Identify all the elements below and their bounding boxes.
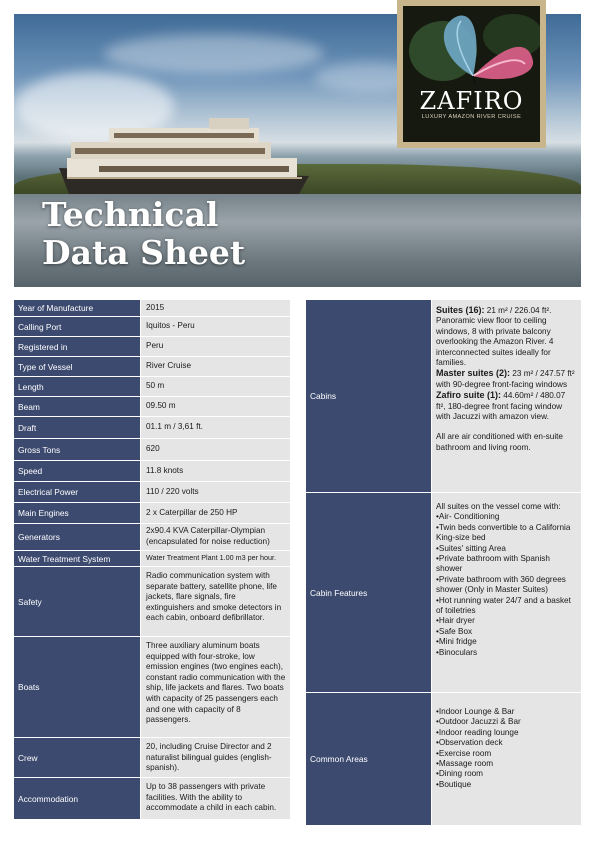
row-label: Common Areas: [306, 693, 432, 825]
row-label: Electrical Power: [14, 482, 141, 502]
common-areas-list: [432, 693, 581, 825]
table-row: [14, 317, 290, 337]
row-value: 2x90.4 KVA Caterpillar-Olympian (encapsulated for noise reduction): [141, 524, 290, 550]
row-label: Generators: [14, 524, 141, 550]
cloud: [104, 34, 324, 74]
table-row: [14, 551, 290, 567]
table-row: [14, 482, 290, 503]
table-row-common-areas: [306, 693, 581, 826]
table-row: [14, 778, 290, 820]
list-item: •Dining room: [436, 769, 484, 779]
title-line-2: Data Sheet: [42, 233, 246, 272]
table-row: [14, 300, 290, 317]
row-value: 11.8 knots: [141, 461, 290, 481]
master-suites-title: Master suites (2):: [436, 368, 511, 379]
row-label: Boats: [14, 637, 141, 737]
list-item: •Massage room: [436, 759, 494, 769]
cabin-features-intro: All suites on the vessel come with:: [436, 502, 561, 511]
row-value: Up to 38 passengers with private facilities. With the ability to accommodate a child in each cabin.: [141, 778, 290, 819]
list-item: •Hair dryer: [436, 616, 475, 626]
master-suites-text: Master suites (2): 23 m² / 247.57 ft² with 90-degree front-facing windows: [436, 368, 575, 389]
list-item: •Mini fridge: [436, 637, 477, 647]
butterfly-icon: [403, 6, 540, 142]
zafiro-suite-text: Zafiro suite (1): 44.60m² / 480.07 ft², 180-degree front facing window with Jacuzzi with amazon view.: [436, 390, 566, 422]
row-label: Water Treatment System: [14, 551, 141, 566]
row-label: Year of Manufacture: [14, 300, 141, 316]
table-row: [14, 377, 290, 397]
table-row: [14, 738, 290, 778]
table-row: [14, 417, 290, 439]
list-item: •Private bathroom with Spanish shower: [436, 554, 550, 574]
row-value: 620: [141, 439, 290, 460]
accommodation-table: [306, 300, 581, 826]
table-row: [14, 567, 290, 637]
list-item: •Hot running water 24/7 and a basket of toiletries: [436, 595, 571, 616]
list-item: •Indoor Lounge & Bar: [436, 707, 515, 716]
row-label: Calling Port: [14, 317, 141, 336]
row-value: 09.50 m: [141, 397, 290, 416]
list-item: •Air- Conditioning: [436, 512, 500, 522]
vessel-specs-table: [14, 300, 290, 820]
table-row-cabin-features: [306, 493, 581, 693]
row-label: Speed: [14, 461, 141, 481]
row-value: River Cruise: [141, 357, 290, 376]
list-item: •Suites' sitting Area: [436, 543, 506, 553]
table-row: [14, 524, 290, 551]
list-item: •Binoculars: [436, 647, 478, 657]
table-row: [14, 637, 290, 738]
list-item: •Twin beds convertible to a California King-size bed: [436, 522, 571, 543]
table-row: [14, 461, 290, 482]
suites-title: Suites (16):: [436, 305, 485, 315]
row-label: Safety: [14, 567, 141, 636]
logo-name: ZAFIRO: [419, 87, 524, 115]
river-cruise-ship-image: [59, 106, 314, 206]
row-value: 01.1 m / 3,61 ft.: [141, 417, 290, 438]
row-label: Type of Vessel: [14, 357, 141, 376]
row-label: Accommodation: [14, 778, 141, 819]
list-item: •Private bathroom with 360 degrees shower (Only in Master Suites): [436, 574, 566, 595]
row-value: Three auxiliary aluminum boats equipped with four-stroke, low emission engines (two engines each), constant radio communication with the ship, life jackets and flares. Two boats with capacity of 25 passengers each and one with capacity of 8 passengers.: [141, 637, 290, 737]
table-row: [14, 439, 290, 461]
list-item: •Safe Box: [436, 626, 473, 636]
cabin-features-list: [432, 493, 581, 692]
cabins-note: All are air conditioned with en-suite bathroom and living room.: [436, 432, 563, 452]
table-row: [14, 397, 290, 417]
row-label: Beam: [14, 397, 141, 416]
row-value: Peru: [141, 337, 290, 356]
list-item: •Outdoor Jacuzzi & Bar: [436, 717, 521, 727]
title-line-1: Technical: [42, 195, 219, 234]
zafiro-logo: [397, 0, 546, 148]
page-title: [42, 196, 245, 272]
row-label: Main Engines: [14, 503, 141, 523]
list-item: •Boutique: [436, 779, 472, 789]
row-value: 20, including Cruise Director and 2 naturalist bilingual guides (english-spanish).: [141, 738, 290, 777]
row-value: Water Treatment Plant 1.00 m3 per hour.: [141, 551, 290, 566]
row-label: Cabin Features: [306, 493, 432, 692]
row-label: Draft: [14, 417, 141, 438]
row-label: Registered in: [14, 337, 141, 356]
row-label: Cabins: [306, 300, 432, 492]
cabins-description: [432, 300, 581, 492]
table-row: [14, 503, 290, 524]
row-value: Iquitos - Peru: [141, 317, 290, 336]
zafiro-suite-title: Zafiro suite (1):: [436, 390, 502, 401]
row-value: 2015: [141, 300, 290, 316]
row-label: Gross Tons: [14, 439, 141, 460]
table-row-cabins: [306, 300, 581, 493]
list-item: •Exercise room: [436, 748, 492, 758]
row-value: 50 m: [141, 377, 290, 396]
row-label: Length: [14, 377, 141, 396]
row-value: 110 / 220 volts: [141, 482, 290, 502]
list-item: •Observation deck: [436, 738, 503, 748]
row-value: Radio communication system with separate battery, satellite phone, life jackets, flare signals, fire extinguishers and smoke detectors in each cabin, onboard defibrillator.: [141, 567, 290, 636]
table-row: [14, 357, 290, 377]
row-value: 2 x Caterpillar de 250 HP: [141, 503, 290, 523]
table-row: [14, 337, 290, 357]
logo-tagline: LUXURY AMAZON RIVER CRUISE: [421, 114, 522, 120]
suites-text: Suites (16): 21 m² / 226.04 ft². Panoramic view floor to ceiling windows, 8 with private balcony overlooking the Amazon River. 4 interconnected suites ideally for families.: [436, 305, 554, 368]
list-item: •Indoor reading lounge: [436, 727, 519, 737]
row-label: Crew: [14, 738, 141, 777]
